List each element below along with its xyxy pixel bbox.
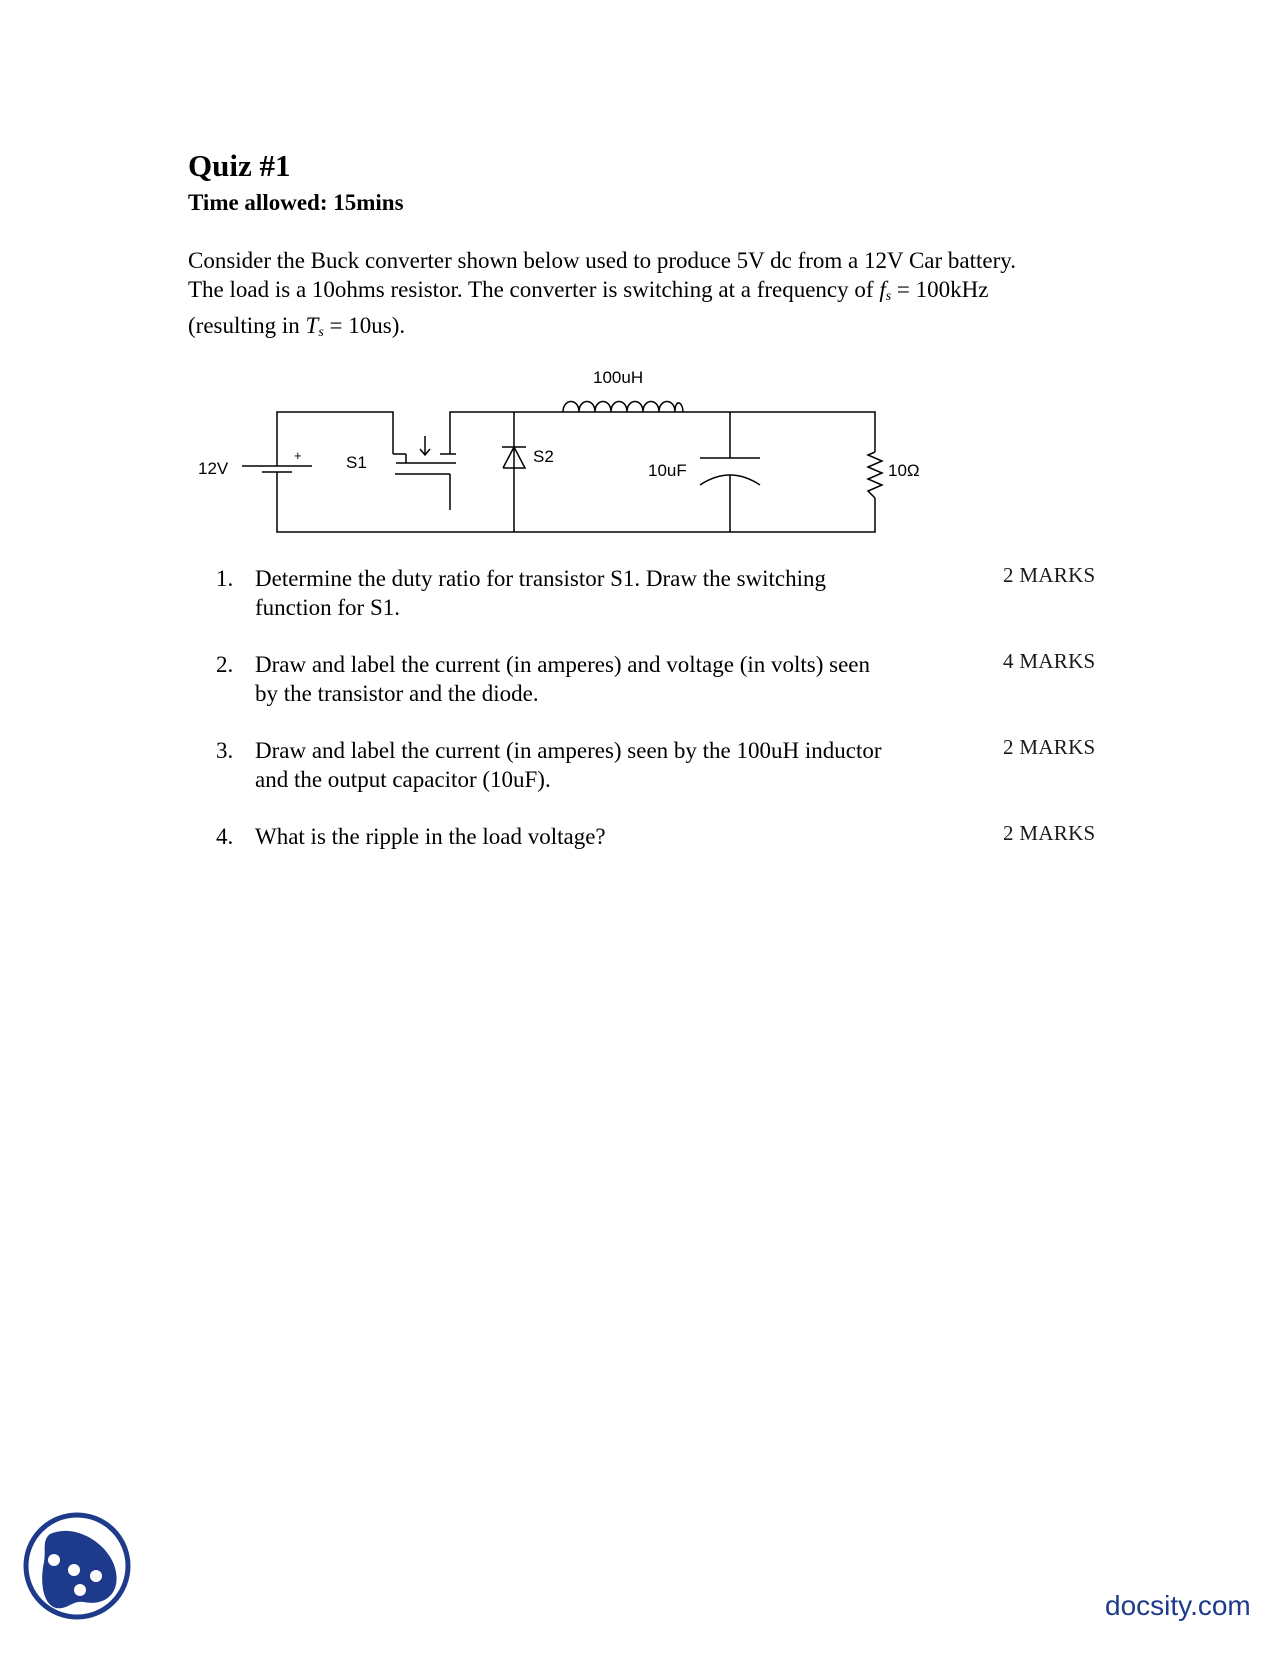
label-inductor: 100uH bbox=[593, 368, 644, 387]
label-s2: S2 bbox=[533, 447, 554, 466]
question-text: function for S1. bbox=[255, 595, 401, 620]
marks-label: 2 MARKS bbox=[1003, 563, 1096, 587]
question-text: Determine the duty ratio for transistor S1. Draw the switching bbox=[255, 566, 827, 591]
question-number: 4. bbox=[216, 824, 234, 849]
docsity-logo-icon[interactable] bbox=[22, 1510, 132, 1622]
question-number: 3. bbox=[216, 738, 234, 763]
label-source: 12V bbox=[198, 459, 229, 478]
intro-line-1: Consider the Buck converter shown below used to produce 5V dc from a 12V Car battery. bbox=[188, 248, 1017, 273]
marks-label: 4 MARKS bbox=[1003, 649, 1096, 673]
quiz-title: Quiz #1 bbox=[188, 148, 291, 183]
marks-label: 2 MARKS bbox=[1003, 821, 1096, 845]
label-resistor: 10Ω bbox=[888, 461, 920, 480]
question-text: and the output capacitor (10uF). bbox=[255, 767, 551, 792]
question-text: Draw and label the current (in amperes) seen by the 100uH inductor bbox=[255, 738, 882, 763]
label-s1: S1 bbox=[346, 453, 367, 472]
marks-label: 2 MARKS bbox=[1003, 735, 1096, 759]
question-number: 1. bbox=[216, 566, 234, 591]
label-plus: + bbox=[294, 448, 302, 463]
question-text: Draw and label the current (in amperes) and voltage (in volts) seen bbox=[255, 652, 871, 677]
question-text: by the transistor and the diode. bbox=[255, 681, 539, 706]
buck-converter-diagram bbox=[0, 350, 1280, 540]
label-capacitor: 10uF bbox=[648, 461, 687, 480]
docsity-brand-link[interactable]: docsity.com bbox=[1105, 1590, 1251, 1621]
question-text: What is the ripple in the load voltage? bbox=[255, 824, 606, 849]
intro-line-2: The load is a 10ohms resistor. The converter is switching at a frequency of $f_s = 100kHz$ bbox=[188, 277, 989, 304]
intro-paragraph bbox=[188, 246, 1148, 347]
time-allowed: Time allowed: 15mins bbox=[188, 190, 404, 215]
question-number: 2. bbox=[216, 652, 234, 677]
intro-line-3: (resulting in $T_s = 10us$). bbox=[188, 313, 406, 340]
